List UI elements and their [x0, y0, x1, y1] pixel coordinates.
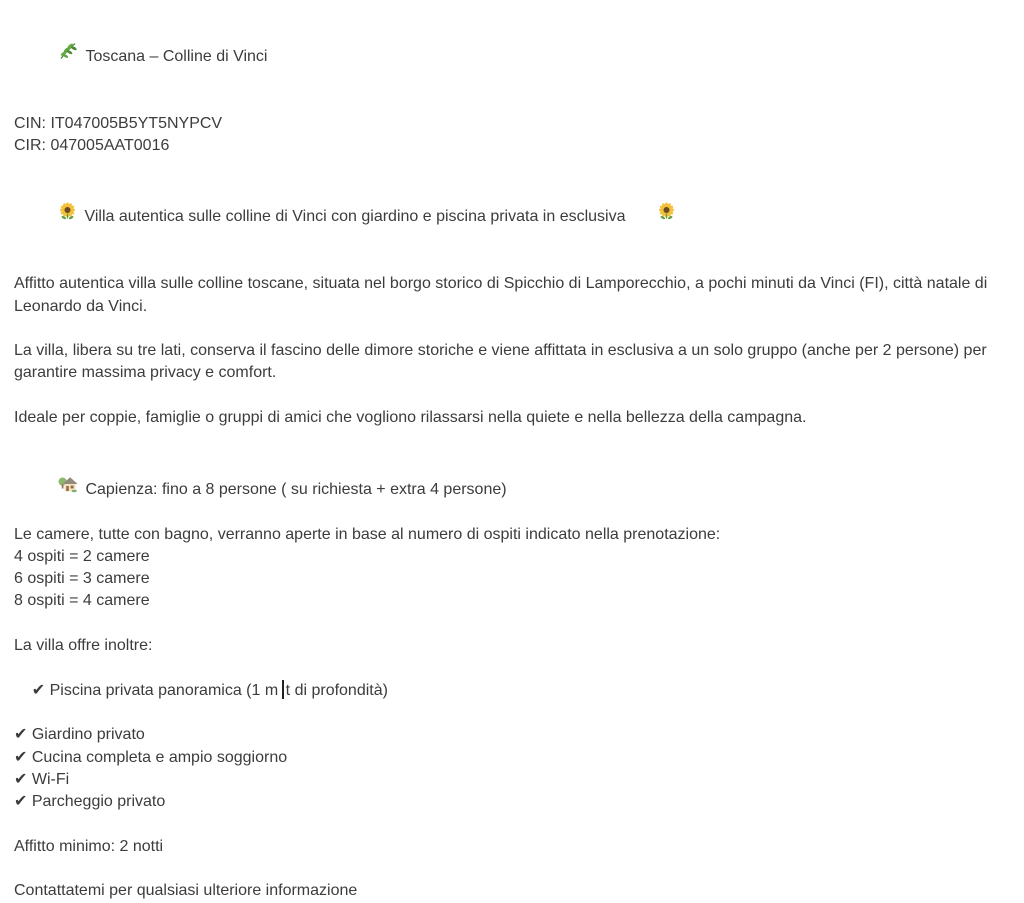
amenity-line: ✔ Wi-Fi: [14, 770, 70, 788]
amenity-pool-text-pre: ✔ Piscina privata panoramica (1 m: [31, 681, 279, 699]
amenity-pool-line: [14, 657, 1012, 724]
amenities-heading-line: La villa offre inoltre:: [14, 637, 153, 655]
blank-line: [14, 251, 1012, 273]
blank-line: [14, 813, 1012, 835]
house-with-garden-icon: [32, 474, 79, 494]
location-title-line: [14, 19, 1012, 91]
exclusivity-paragraph: La villa, libera su tre lati, conserva il fascino delle dimore storiche e viene affittata in esclusiva a un solo gruppo (anche per 2 persone) per garantire massima privacy e comfort.: [14, 342, 992, 382]
blank-line: [14, 858, 1012, 880]
contact-line: Contattatemi per qualsiasi ulteriore informazione: [14, 882, 358, 900]
intro-paragraph: Affitto autentica villa sulle colline toscane, situata nel borgo storico di Spicchio di Lamporecchio, a pochi minuti da Vinci (FI), città natale di Leonardo da Vinci.: [14, 275, 992, 315]
blank-line: [14, 318, 1012, 340]
blank-line: [14, 385, 1012, 407]
capacity-line: [14, 452, 1012, 524]
amenity-line: ✔ Cucina completa e ampio soggiorno: [14, 748, 288, 766]
capacity-text: Capienza: fino a 8 persone ( su richiesta + extra 4 persone): [85, 480, 507, 498]
blank-line: [14, 429, 1012, 451]
location-title-text: Toscana – Colline di Vinci: [85, 48, 268, 66]
ideal-paragraph: Ideale per coppie, famiglie o gruppi di amici che vogliono rilassarsi nella quiete e nella bellezza della campagna.: [14, 409, 807, 427]
min-stay-line: Affitto minimo: 2 notti: [14, 837, 164, 855]
room-mapping-line: 8 ospiti = 4 camere: [14, 592, 150, 610]
amenity-line: ✔ Giardino privato: [14, 726, 145, 744]
blank-line: [14, 613, 1012, 635]
amenity-pool-text-post: t di profondità): [285, 681, 388, 699]
sunflower-icon: [32, 202, 78, 221]
headline-line: [14, 180, 1012, 251]
cin-line: CIN: IT047005B5YT5NYPCV: [14, 115, 223, 133]
sunflower-icon: [631, 202, 677, 221]
room-mapping-line: 6 ospiti = 3 camere: [14, 570, 150, 588]
amenity-line: ✔ Parcheggio privato: [14, 793, 166, 811]
headline-text: Villa autentica sulle colline di Vinci con giardino e piscina privata in esclusiva: [84, 208, 626, 226]
blank-line: [14, 158, 1012, 180]
text-cursor: [282, 680, 284, 699]
cir-line: CIR: 047005AAT0016: [14, 137, 170, 155]
rooms-note-line: Le camere, tutte con bagno, verranno aperte in base al numero di ospiti indicato nella prenotazione:: [14, 525, 721, 543]
blank-line: [14, 91, 1012, 113]
herb-icon: [32, 41, 79, 61]
room-mapping-line: 4 ospiti = 2 camere: [14, 547, 150, 565]
